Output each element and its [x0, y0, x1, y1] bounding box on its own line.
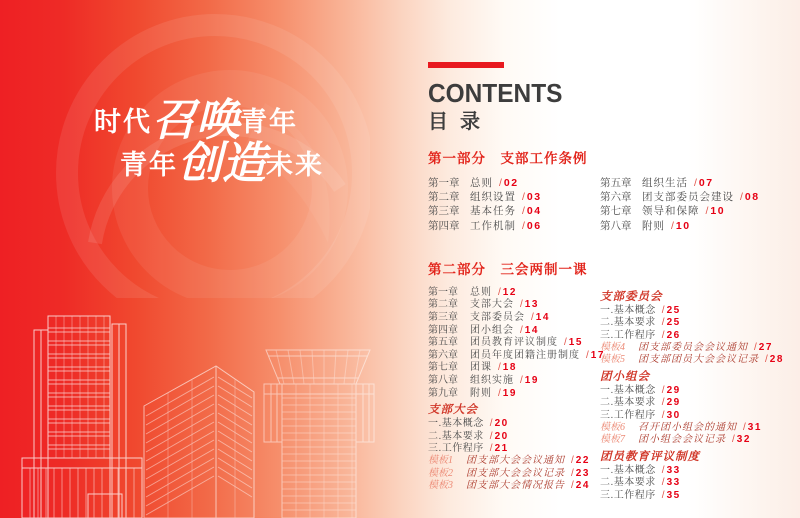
toc-row — [428, 312, 600, 325]
chapter-label: 第一章 — [428, 177, 460, 189]
page-slash: / — [661, 329, 665, 341]
part1-heading: 第一部分 支部工作条例 — [428, 151, 588, 166]
toc-row — [600, 465, 800, 477]
toc-row — [600, 176, 800, 190]
page-slash: / — [564, 337, 567, 349]
chapter-label: 第四章 — [428, 324, 458, 336]
toc-row — [600, 490, 800, 502]
chapter-title: 团支部委员会建设 — [642, 191, 734, 204]
toc-row — [428, 443, 600, 455]
page-number: 31 — [747, 422, 762, 434]
page-number: 18 — [502, 362, 517, 374]
page-slash: / — [765, 354, 768, 366]
template-tag: 模板5 — [600, 354, 625, 366]
chapter-label: 第四章 — [428, 219, 460, 232]
chapter-title: 附则 — [642, 219, 665, 232]
chapter-label: 第五章 — [600, 177, 632, 189]
section-branch-committee — [600, 290, 800, 367]
page-number: 13 — [524, 299, 539, 311]
template-tag: 模板7 — [600, 434, 625, 446]
page-slash: / — [671, 219, 674, 232]
part1-right-list — [600, 176, 800, 233]
item-label: 二.基本要求 — [428, 430, 484, 442]
item-label: 二.基本要求 — [600, 397, 656, 409]
toc-row — [428, 176, 600, 190]
page-number: 17 — [590, 349, 605, 361]
template-tag: 模板4 — [600, 342, 625, 354]
page-number: 23 — [575, 467, 590, 479]
slogan-text: 青年 — [120, 150, 178, 180]
page-number: 08 — [744, 191, 760, 204]
page-slash: / — [732, 434, 735, 446]
section-league-group-meeting — [600, 370, 800, 447]
page-slash: / — [694, 177, 697, 189]
toc-row — [428, 219, 600, 233]
chapter-label: 第一章 — [428, 286, 458, 298]
page-slash: / — [661, 409, 665, 421]
chapter-title: 领导和保障 — [642, 205, 700, 218]
page-slash: / — [498, 286, 501, 298]
template-title: 团支部大会会议通知 — [466, 455, 565, 467]
section-title: 支部委员会 — [600, 290, 663, 303]
page-slash: / — [489, 418, 493, 430]
page-number: 25 — [666, 304, 681, 316]
template-title: 团支部委员会会议通知 — [638, 342, 748, 354]
toc-row — [600, 317, 800, 329]
part2-heading: 第二部分 三会两制一课 — [428, 261, 588, 277]
item-label: 二.基本要求 — [600, 317, 656, 329]
page-number: 20 — [494, 430, 509, 442]
page-slash: / — [661, 384, 665, 396]
contents-title-en: CONTENTS — [428, 78, 563, 108]
chapter-title: 团小组会 — [470, 324, 514, 336]
template-title: 团小组会会议记录 — [638, 434, 726, 446]
slogan-text: 青年 — [240, 107, 298, 137]
page-slash: / — [743, 422, 746, 434]
page-number: 28 — [769, 354, 784, 366]
chapter-title: 组织实施 — [470, 374, 514, 386]
page-slash: / — [531, 312, 534, 323]
chapter-label: 第五章 — [428, 337, 458, 349]
page-number: 25 — [666, 317, 681, 329]
page-number: 10 — [675, 219, 691, 232]
page-slash: / — [661, 317, 665, 329]
toc-row — [600, 477, 800, 489]
item-label: 一.基本概念 — [600, 304, 656, 316]
toc-row — [428, 375, 600, 388]
chapter-label: 第六章 — [428, 349, 458, 361]
chapter-label: 第三章 — [428, 312, 458, 323]
part2-right-column — [600, 287, 800, 502]
part2-chapter-list — [428, 286, 605, 400]
page-number: 03 — [526, 191, 542, 204]
page-number: 02 — [503, 177, 519, 189]
section-item-list — [600, 305, 800, 342]
chapter-label: 第八章 — [428, 374, 458, 386]
slogan-line-1 — [94, 96, 378, 145]
contents-title-zh: 目录 — [428, 111, 492, 133]
item-label: 三.工作程序 — [428, 442, 484, 454]
page-number: 04 — [526, 205, 542, 218]
page-slash: / — [520, 324, 523, 336]
toc-row — [428, 418, 600, 430]
contents-panel — [428, 62, 800, 502]
item-label: 三.工作程序 — [600, 329, 656, 341]
part2-left-column — [428, 286, 605, 502]
part1-left-list — [428, 176, 600, 233]
page-number: 29 — [666, 397, 681, 409]
toc-row — [600, 385, 800, 397]
page-number: 12 — [502, 286, 517, 298]
chapter-title: 总则 — [470, 286, 492, 298]
chapter-title: 总则 — [470, 177, 493, 189]
template-title: 召开团小组会的通知 — [638, 422, 737, 434]
section-template-list — [428, 455, 600, 492]
item-label: 一.基本概念 — [600, 384, 656, 396]
template-title: 团支部大会会议记录 — [466, 467, 565, 479]
buildings-illustration — [0, 298, 420, 518]
part2-columns — [428, 287, 800, 502]
section-title: 团小组会 — [600, 370, 650, 383]
toc-row — [428, 325, 600, 338]
template-row — [428, 455, 600, 467]
section-title: 团员教育评议制度 — [600, 450, 700, 463]
toc-row — [428, 431, 600, 443]
template-row — [428, 468, 600, 480]
page-number: 10 — [710, 205, 726, 218]
chapter-label: 第六章 — [600, 191, 632, 204]
page-slash: / — [522, 205, 525, 218]
toc-row — [600, 397, 800, 409]
chapter-label: 第七章 — [428, 362, 458, 374]
page-number: 35 — [666, 489, 681, 501]
page-slash: / — [661, 304, 665, 316]
template-title: 团支部团员大会会议记录 — [638, 354, 759, 366]
toc-row — [600, 305, 800, 317]
page-slash: / — [522, 191, 525, 204]
page-number: 19 — [524, 374, 539, 386]
slogan-text: 时代 — [94, 107, 152, 137]
page-slash: / — [661, 477, 665, 489]
toc-row — [428, 204, 600, 218]
page-slash: / — [661, 464, 665, 476]
chapter-title: 支部大会 — [470, 299, 514, 311]
page-number: 33 — [666, 477, 681, 489]
toc-row — [600, 190, 800, 204]
page-slash: / — [705, 205, 709, 218]
toc-row — [428, 299, 600, 312]
page-number: 06 — [526, 219, 542, 232]
page-slash: / — [661, 489, 665, 501]
toc-row — [428, 337, 600, 350]
template-tag: 模板1 — [428, 455, 453, 467]
section-title: 支部大会 — [428, 404, 478, 417]
section-item-list — [600, 385, 800, 422]
item-label: 三.工作程序 — [600, 489, 656, 501]
toc-row — [428, 287, 600, 300]
page-number: 21 — [494, 442, 509, 454]
chapter-label: 第三章 — [428, 205, 460, 218]
red-accent-bar — [428, 62, 504, 68]
chapter-title: 组织生活 — [642, 177, 688, 189]
page-number: 14 — [524, 324, 539, 336]
chapter-label: 第九章 — [428, 387, 458, 399]
template-row — [600, 342, 800, 354]
template-row — [600, 434, 800, 446]
page-slash: / — [571, 467, 574, 479]
slogan-line-2 — [120, 139, 378, 188]
page-slash: / — [740, 191, 743, 204]
template-title: 团支部大会情况报告 — [466, 480, 565, 492]
toc-row — [428, 388, 600, 401]
chapter-title: 团员教育评议制度 — [470, 337, 558, 349]
template-row — [600, 354, 800, 366]
toc-row — [428, 190, 600, 204]
toc-row — [600, 410, 800, 422]
page-number: 27 — [758, 342, 773, 354]
page-slash: / — [489, 442, 493, 454]
page-slash: / — [522, 219, 525, 232]
page-slash: / — [498, 362, 501, 374]
chapter-label: 第八章 — [600, 219, 632, 232]
page-slash: / — [571, 455, 574, 467]
page-slash: / — [520, 374, 523, 386]
template-tag: 模板6 — [600, 422, 625, 434]
item-label: 二.基本要求 — [600, 477, 656, 489]
page-slash: / — [520, 299, 523, 311]
slogan-calligraphy: 创造 — [178, 139, 266, 188]
part1-columns — [428, 176, 800, 233]
page-number: 22 — [575, 455, 590, 467]
page-number: 29 — [666, 384, 681, 396]
chapter-title: 支部委员会 — [470, 312, 525, 323]
toc-row — [600, 330, 800, 342]
page-number: 20 — [494, 418, 509, 430]
chapter-title: 团课 — [470, 362, 492, 374]
chapter-label: 第七章 — [600, 205, 632, 218]
toc-row — [428, 349, 605, 363]
chapter-label: 第二章 — [428, 191, 460, 204]
item-label: 一.基本概念 — [600, 464, 656, 476]
section-template-list — [600, 422, 800, 447]
section-member-education-review — [600, 450, 800, 502]
page-slash: / — [754, 342, 757, 354]
page-number: 33 — [666, 464, 681, 476]
page-number: 07 — [698, 177, 714, 189]
section-item-list — [428, 418, 600, 455]
toc-row — [600, 204, 800, 218]
section-branch-general-meeting — [428, 403, 600, 492]
slogan-calligraphy: 召唤 — [152, 96, 240, 145]
template-row — [600, 422, 800, 434]
template-tag: 模板2 — [428, 467, 453, 479]
page-number: 30 — [666, 409, 681, 421]
page-number: 24 — [575, 480, 590, 492]
toc-row — [600, 219, 800, 233]
page-number: 15 — [568, 337, 583, 349]
toc-row — [428, 362, 600, 375]
page-slash: / — [571, 480, 574, 492]
page-number: 19 — [502, 387, 517, 399]
chapter-title: 附则 — [470, 387, 492, 399]
page-slash: / — [498, 387, 501, 399]
chapter-title: 基本任务 — [470, 205, 516, 218]
page-slash: / — [586, 349, 589, 361]
chapter-label: 第二章 — [428, 299, 458, 311]
section-item-list — [600, 465, 800, 502]
item-label: 一.基本概念 — [428, 418, 484, 430]
slogan-text: 未来 — [266, 150, 324, 180]
chapter-title: 团员年度团籍注册制度 — [470, 349, 580, 361]
page-slash: / — [499, 177, 502, 189]
chapter-title: 工作机制 — [470, 219, 516, 232]
template-row — [428, 480, 600, 492]
item-label: 三.工作程序 — [600, 409, 656, 421]
page-number: 26 — [666, 329, 681, 341]
page-slash: / — [489, 430, 493, 442]
section-template-list — [600, 342, 800, 367]
page-number: 32 — [736, 434, 751, 446]
template-tag: 模板3 — [428, 480, 453, 492]
slogan — [58, 96, 378, 188]
page-number: 14 — [535, 312, 550, 323]
page-slash: / — [661, 397, 665, 409]
chapter-title: 组织设置 — [470, 191, 516, 204]
